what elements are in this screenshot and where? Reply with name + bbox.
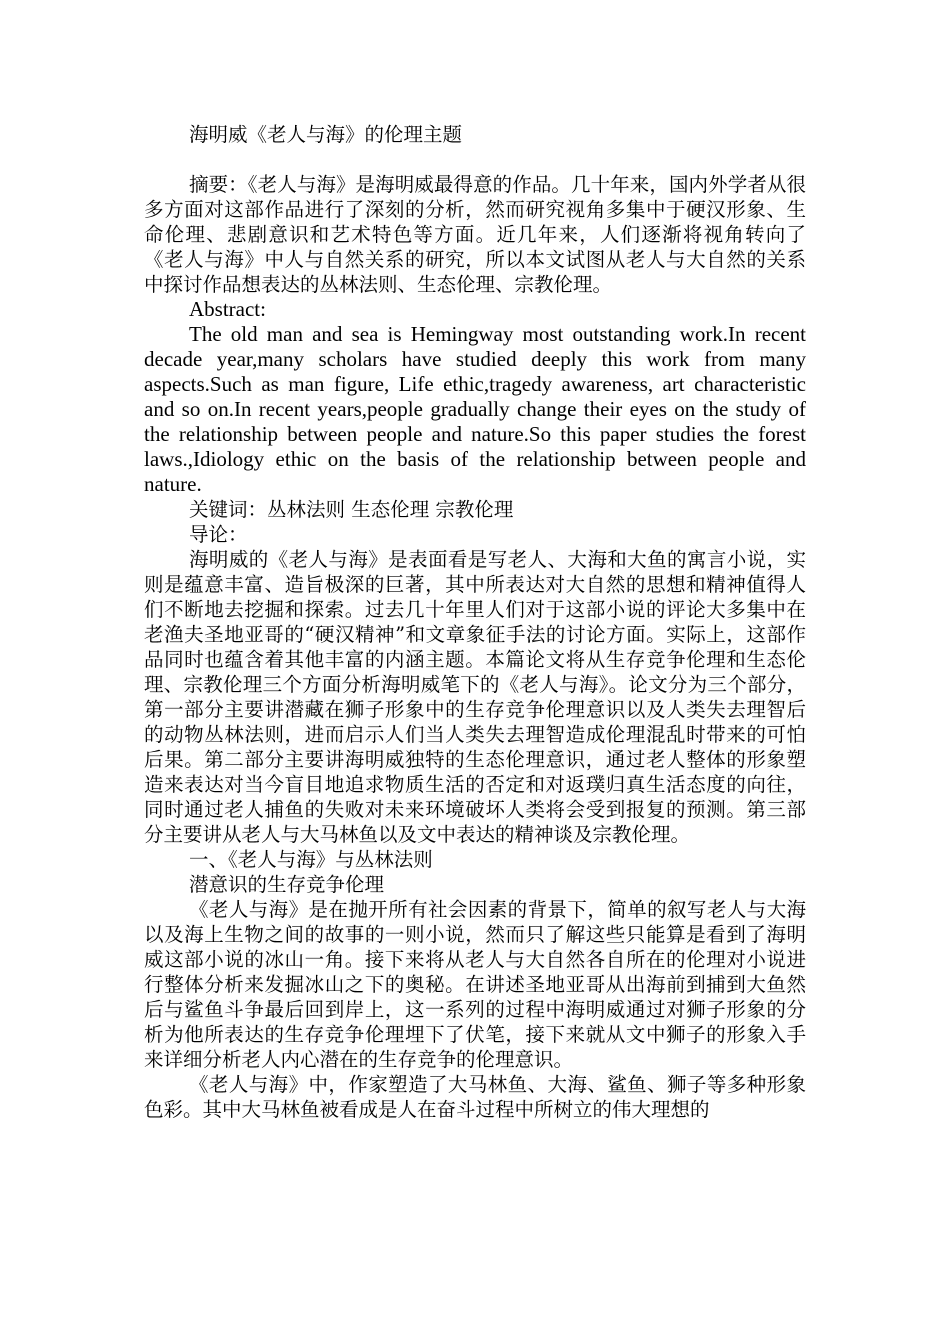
section-1-paragraph-2: 《老人与海》中，作家塑造了大马林鱼、大海、鲨鱼、狮子等多种形象色彩。其中大马林鱼被看成是人在奋斗过程中所树立的伟大理想的	[144, 1073, 806, 1121]
abstract-english: The old man and sea is Hemingway most outstanding work.In recent decade year,many scholars have studied deeply this work from many aspects.Such as man figure, Life ethic,tragedy awareness, art characteristic and so on.In recent years,people gradually change their eyes on the study of the relationship between people and nature.So this paper studies the forest laws.,Idiology ethic on the basis of the relationship between people and nature.	[144, 322, 806, 496]
section-1-heading: 一、《老人与海》与丛林法则	[189, 848, 433, 871]
section-1-subheading: 潜意识的生存竞争伦理	[189, 873, 385, 896]
section-1-paragraph-1: 《老人与海》是在抛开所有社会因素的背景下，简单的叙写老人与大海以及海上生物之间的故事的一则小说，然而只了解这些只能算是看到了海明威这部小说的冰山一角。接下来将从老人与大自然各自所在的伦理对小说进行整体分析来发掘冰山之下的奥秘。在讲述圣地亚哥从出海前到捕到大鱼然后与鲨鱼斗争最后回到岸上，这一系列的过程中海明威通过对狮子形象的分析为他所表达的生存竞争伦理埋下了伏笔，接下来就从文中狮子的形象入手来详细分析老人内心潜在的生存竞争的伦理意识。	[144, 898, 806, 1071]
intro-heading: 导论：	[189, 523, 248, 546]
keywords: 关键词：丛林法则 生态伦理 宗教伦理	[189, 498, 514, 521]
document-title: 海明威《老人与海》的伦理主题	[189, 123, 463, 146]
document-page	[144, 122, 806, 1122]
intro-paragraph: 海明威的《老人与海》是表面看是写老人、大海和大鱼的寓言小说，实则是蕴意丰富、造旨极深的巨著，其中所表达对大自然的思想和精神值得人们不断地去挖掘和探索。过去几十年里人们对于这部小说的评论大多集中在老渔夫圣地亚哥的“硬汉精神”和文章象征手法的讨论方面。实际上，这部作品同时也蕴含着其他丰富的内涵主题。本篇论文将从生存竞争伦理和生态伦理、宗教伦理三个方面分析海明威笔下的《老人与海》。论文分为三个部分，第一部分主要讲潜藏在狮子形象中的生存竞争伦理意识以及人类失去理智后的动物丛林法则，进而启示人们当人类失去理智造成伦理混乱时带来的可怕后果。第二部分主要讲海明威独特的生态伦理意识，通过老人整体的形象塑造来表达对当今盲目地追求物质生活的否定和对返璞归真生活态度的向往，同时通过老人捕鱼的失败对未来环境破坏人类将会受到报复的预测。第三部分主要讲从老人与大马林鱼以及文中表达的精神谈及宗教伦理。	[144, 548, 806, 846]
abstract-english-heading: Abstract:	[189, 297, 266, 321]
abstract-chinese: 摘要：《老人与海》是海明威最得意的作品。几十年来，国内外学者从很多方面对这部作品进行了深刻的分析，然而研究视角多集中于硬汉形象、生命伦理、悲剧意识和艺术特色等方面。近几年来，人们逐渐将视角转向了《老人与海》中人与自然关系的研究，所以本文试图从老人与大自然的关系中探讨作品想表达的丛林法则、生态伦理、宗教伦理。	[144, 173, 806, 296]
